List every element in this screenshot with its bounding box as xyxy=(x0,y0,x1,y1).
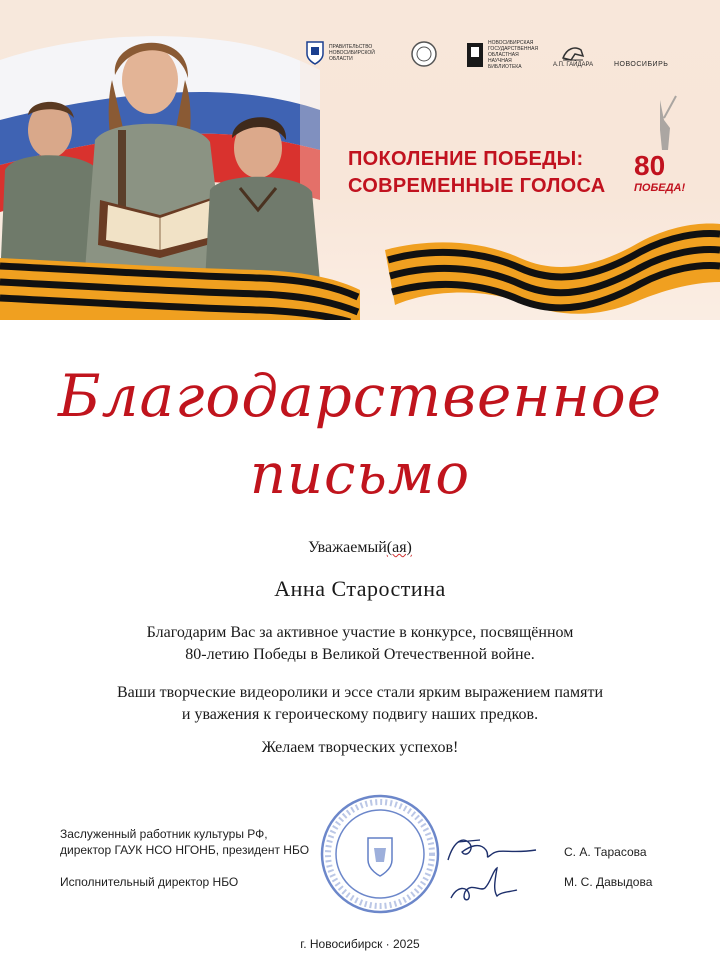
appreciation-paragraph xyxy=(0,682,720,726)
signer-1-name: С. А. Тарасова xyxy=(564,845,647,859)
gaidar-library-logo: А.П. ГАЙДАРА xyxy=(553,40,593,68)
city-year: г. Новосибирск · 2025 xyxy=(300,937,420,951)
salutation xyxy=(0,537,720,559)
letter-title-line2: письмо xyxy=(249,442,471,507)
horse-rider-icon xyxy=(561,40,585,62)
wishes-line: Желаем творческих успехов! xyxy=(261,739,459,756)
library-logo xyxy=(410,40,438,68)
appreciation-line-1: Ваши творческие видеоролики и эссе стали ярким выражением памяти xyxy=(116,684,604,701)
gratitude-paragraph xyxy=(0,622,720,666)
book-icon xyxy=(466,41,484,69)
signer-1-role-line2: директор ГАУК НСО НГОНБ, президент НБО xyxy=(60,843,310,857)
government-logo: ПРАВИТЕЛЬСТВО НОВОСИБИРСКОЙ ОБЛАСТИ xyxy=(305,40,375,66)
salutation-end: (ая) xyxy=(386,539,412,556)
letter-title-line1: Благодарственное xyxy=(57,362,663,430)
official-stamp xyxy=(318,792,442,916)
salutation-start: Уважаемый xyxy=(308,539,387,556)
badge-word: ПОБЕДА! xyxy=(634,182,686,194)
signer-1-role-line1: Заслуженный работник культуры РФ, xyxy=(60,827,268,841)
appreciation-line-2: и уважения к героическому подвигу наших предков. xyxy=(181,706,539,723)
library-emblem-icon xyxy=(410,40,438,68)
recipient-name: Анна Старостина xyxy=(274,576,446,601)
badge-number: 80 xyxy=(634,150,666,181)
gratitude-line-1: Благодарим Вас за активное участие в конкурсе, посвящённом xyxy=(146,624,574,641)
signer-2-role: Исполнительный директор НБО xyxy=(60,875,239,889)
signer-1-role xyxy=(60,826,309,858)
signature-davydova xyxy=(445,862,525,908)
novosibirsk-logo: НОВОСИБИРЬ xyxy=(614,61,669,68)
gratitude-line-2: 80-летию Победы в Великой Отечественной войне. xyxy=(185,646,535,663)
coat-of-arms-icon xyxy=(305,40,325,66)
signer-2-name: М. С. Давыдова xyxy=(564,875,653,889)
project-title-line2: СОВРЕМЕННЫЕ ГОЛОСА xyxy=(348,175,606,197)
victory-80-badge xyxy=(632,150,688,200)
header-banner xyxy=(0,0,720,320)
project-title-line1: ПОКОЛЕНИЕ ПОБЕДЫ: xyxy=(348,148,584,170)
ngonb-logo: НОВОСИБИРСКАЯ ГОСУДАРСТВЕННАЯ ОБЛАСТНАЯ НАУЧНАЯ БИБЛИОТЕКА xyxy=(466,40,538,70)
